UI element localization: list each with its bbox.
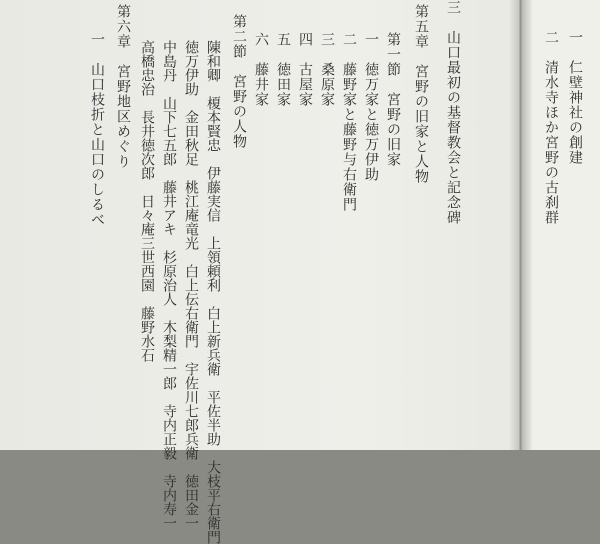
item-number: 三 <box>445 0 461 15</box>
toc-line-tokuda <box>276 32 290 482</box>
toc-line-kuwabara <box>320 32 334 482</box>
toc-chapter-6 <box>116 4 130 454</box>
item-text: 清水寺ほか宮野の古刹群 <box>543 60 559 225</box>
item-number: 一 <box>567 30 583 45</box>
toc-section-1 <box>386 32 400 482</box>
toc-people-line-3 <box>161 40 177 530</box>
toc-chapter-5 <box>414 4 428 454</box>
section-title: 第一節 宮野の旧家 <box>385 32 401 167</box>
item-text: 山口枝折と山口のしるべ <box>89 62 105 227</box>
right-page <box>532 0 600 450</box>
toc-people-line-4 <box>140 40 154 490</box>
item-number: 一 <box>363 32 379 47</box>
toc-line-fujino <box>342 32 356 482</box>
toc-people-line-1 <box>205 40 221 544</box>
people-list: 高橋忠治 長井徳次郎 日々庵三世西園 藤野水石 <box>139 40 155 362</box>
book-gutter <box>508 0 532 450</box>
item-text: 仁壁神社の創建 <box>567 60 583 165</box>
toc-line-furuya <box>298 32 312 482</box>
item-text: 藤野家と藤野与右衛門 <box>341 62 357 212</box>
item-number: 三 <box>319 32 335 47</box>
item-number: 五 <box>275 32 291 47</box>
item-number: 一 <box>89 32 105 47</box>
item-text: 藤井家 <box>253 62 269 107</box>
item-text: 桑原家 <box>319 62 335 107</box>
chapter-title: 第五章 宮野の旧家と人物 <box>413 4 429 184</box>
item-text: 山口最初の基督教会と記念碑 <box>445 30 461 225</box>
item-text: 徳万家と徳万伊助 <box>363 62 379 182</box>
item-number: 四 <box>297 32 313 47</box>
item-number: 六 <box>253 32 269 47</box>
people-list: 徳万伊助 金田秋足 桃江庵竜光 白上伝右衛門 宇佐川七郎兵衛 徳田金一 <box>183 40 199 530</box>
toc-section-2 <box>232 14 246 464</box>
toc-line-fujii <box>254 32 268 482</box>
toc-people-line-2 <box>183 40 199 530</box>
chapter-title: 第六章 宮野地区めぐり <box>115 4 131 169</box>
toc-line-christian-church <box>446 0 460 450</box>
toc-line-tokuman <box>364 32 378 482</box>
item-text: 徳田家 <box>275 62 291 107</box>
item-text: 古屋家 <box>297 62 313 107</box>
toc-line-yamaguchi-shiori <box>90 32 104 482</box>
item-number: 二 <box>543 30 559 45</box>
toc-line-kiyomizudera <box>544 30 558 480</box>
section-title: 第二節 宮野の人物 <box>231 14 247 149</box>
toc-line-nihekijinja <box>568 30 582 480</box>
item-number: 二 <box>341 32 357 47</box>
people-list: 中島丹 山下七五郎 藤井アキ 杉原治人 木梨精一郎 寺内正毅 寺内寿一 <box>161 40 177 530</box>
people-list: 陳和卿 榎本賢忠 伊藤実信 上領頼利 白上新兵衛 平佐半助 大枝平右衛門 <box>205 40 221 544</box>
